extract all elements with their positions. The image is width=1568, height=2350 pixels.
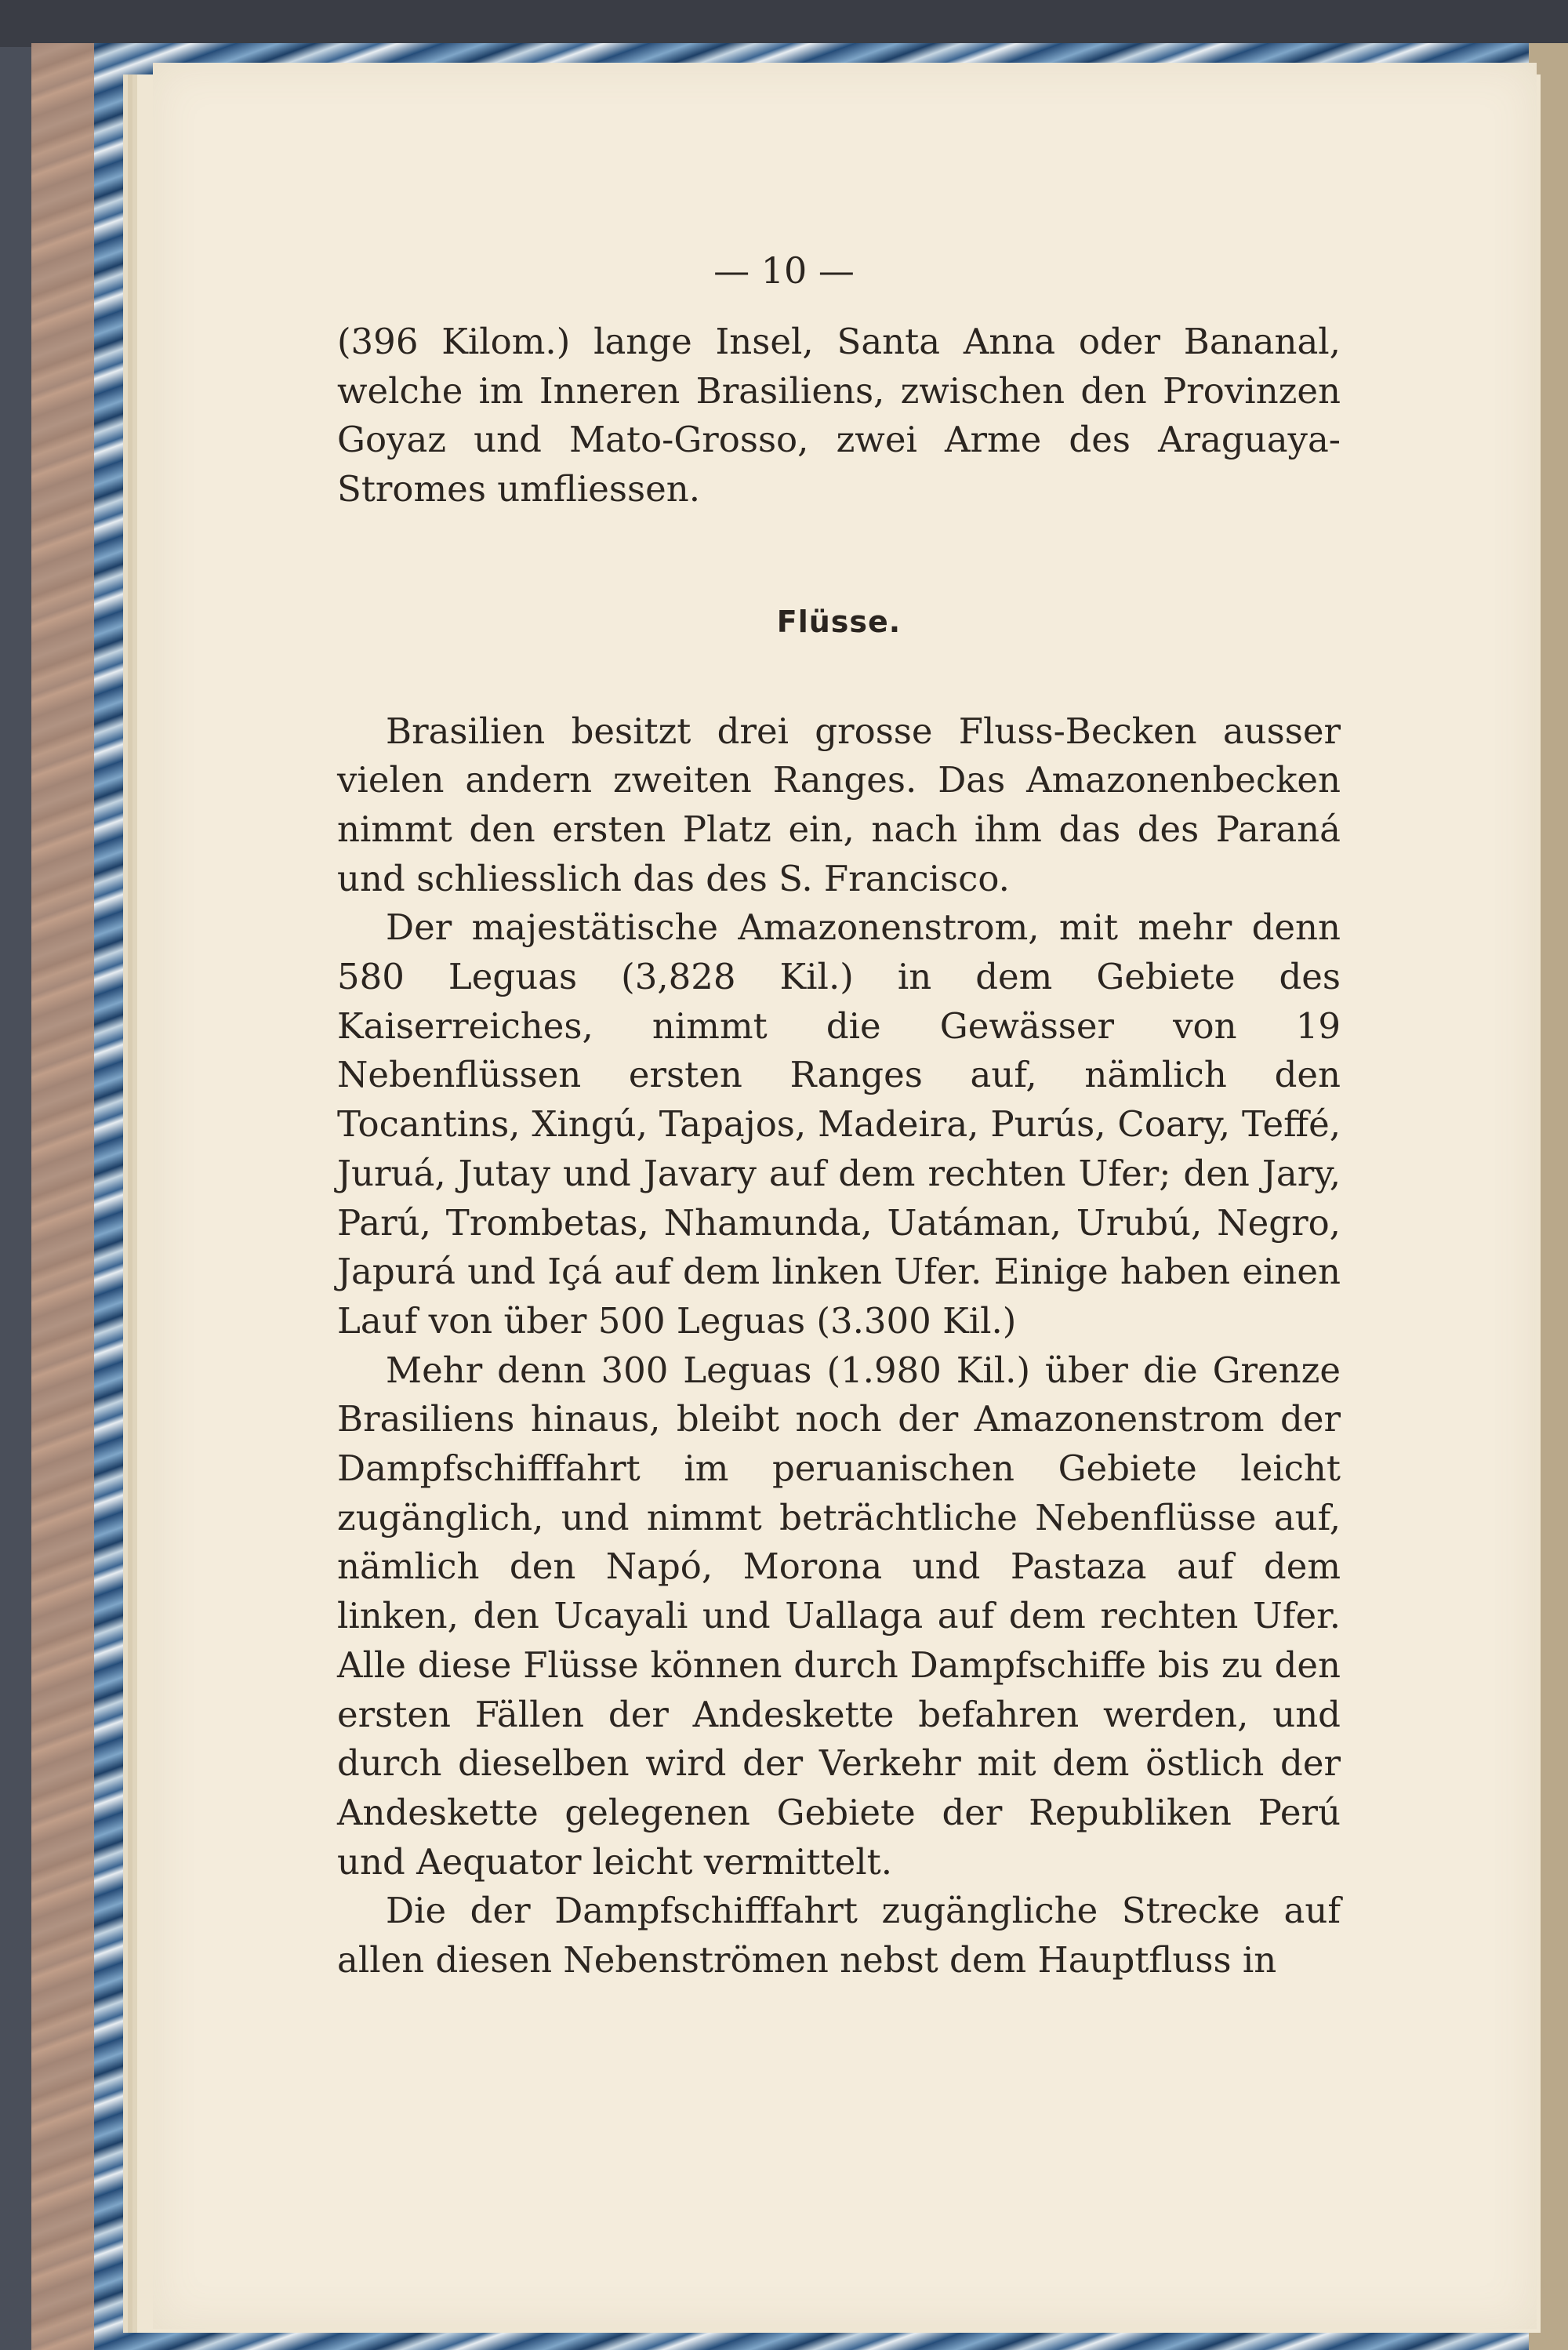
- paragraph: Brasilien besitzt drei grosse Fluss-Becken ausser vielen andern zweiten Ranges. Das Amazonenbecken nimmt den ersten Platz ein, nach ihm das des Paraná und schliesslich das des S. Francisco.: [337, 710, 1341, 899]
- paragraph: Die der Dampfschifffahrt zugängliche Strecke auf allen diesen Nebenströmen nebst dem Hauptfluss in: [337, 1890, 1341, 1981]
- paragraph: (396 Kilom.) lange Insel, Santa Anna oder Bananal, welche im Inneren Brasiliens, zwischen den Provinzen Goyaz und Mato-Grosso, zwei Arme des Araguaya-Stromes umfliessen.: [337, 321, 1341, 510]
- paragraph: Der majestätische Amazonenstrom, mit mehr denn 580 Leguas (3,828 Kil.) in dem Gebiete des Kaiserreiches, nimmt die Gewässer von 19 Nebenflüssen ersten Ranges auf, nämlich den Tocantins, Xingú, Tapajos, Madeira, Purús, Coary, Teffé, Juruá, Jutay und Javary auf dem rechten Ufer; den Jary, Parú, Trombetas, Nhamunda, Uatáman, Urubú, Negro, Japurá und Içá auf dem linken Ufer. Einige haben einen Lauf von über 500 Leguas (3.300 Kil.): [337, 906, 1341, 1342]
- cloth-spine-edge: [31, 43, 94, 2350]
- section-heading: Flüsse.: [776, 604, 902, 639]
- paragraph: Mehr denn 300 Leguas (1.980 Kil.) über die Grenze Brasiliens hinaus, bleibt noch der Amazonenstrom der Dampfschifffahrt im peruanischen Gebiete leicht zugänglich, und nimmt beträchtliche Nebenflüsse auf, nämlich den Napó, Morona und Pastaza auf dem linken, den Ucayali und Uallaga auf dem rechten Ufer. Alle diese Flüsse können durch Dampfschiffe bis zu den ersten Fällen der Andeskette befahren werden, und durch dieselben wird der Verkehr mit dem östlich der Andeskette gelegenen Gebiete der Republiken Perú und Aequator leicht vermittelt.: [337, 1349, 1341, 1883]
- page-text: [337, 318, 1341, 1985]
- background-top: [0, 0, 1568, 47]
- page-number: — 10 —: [713, 249, 855, 292]
